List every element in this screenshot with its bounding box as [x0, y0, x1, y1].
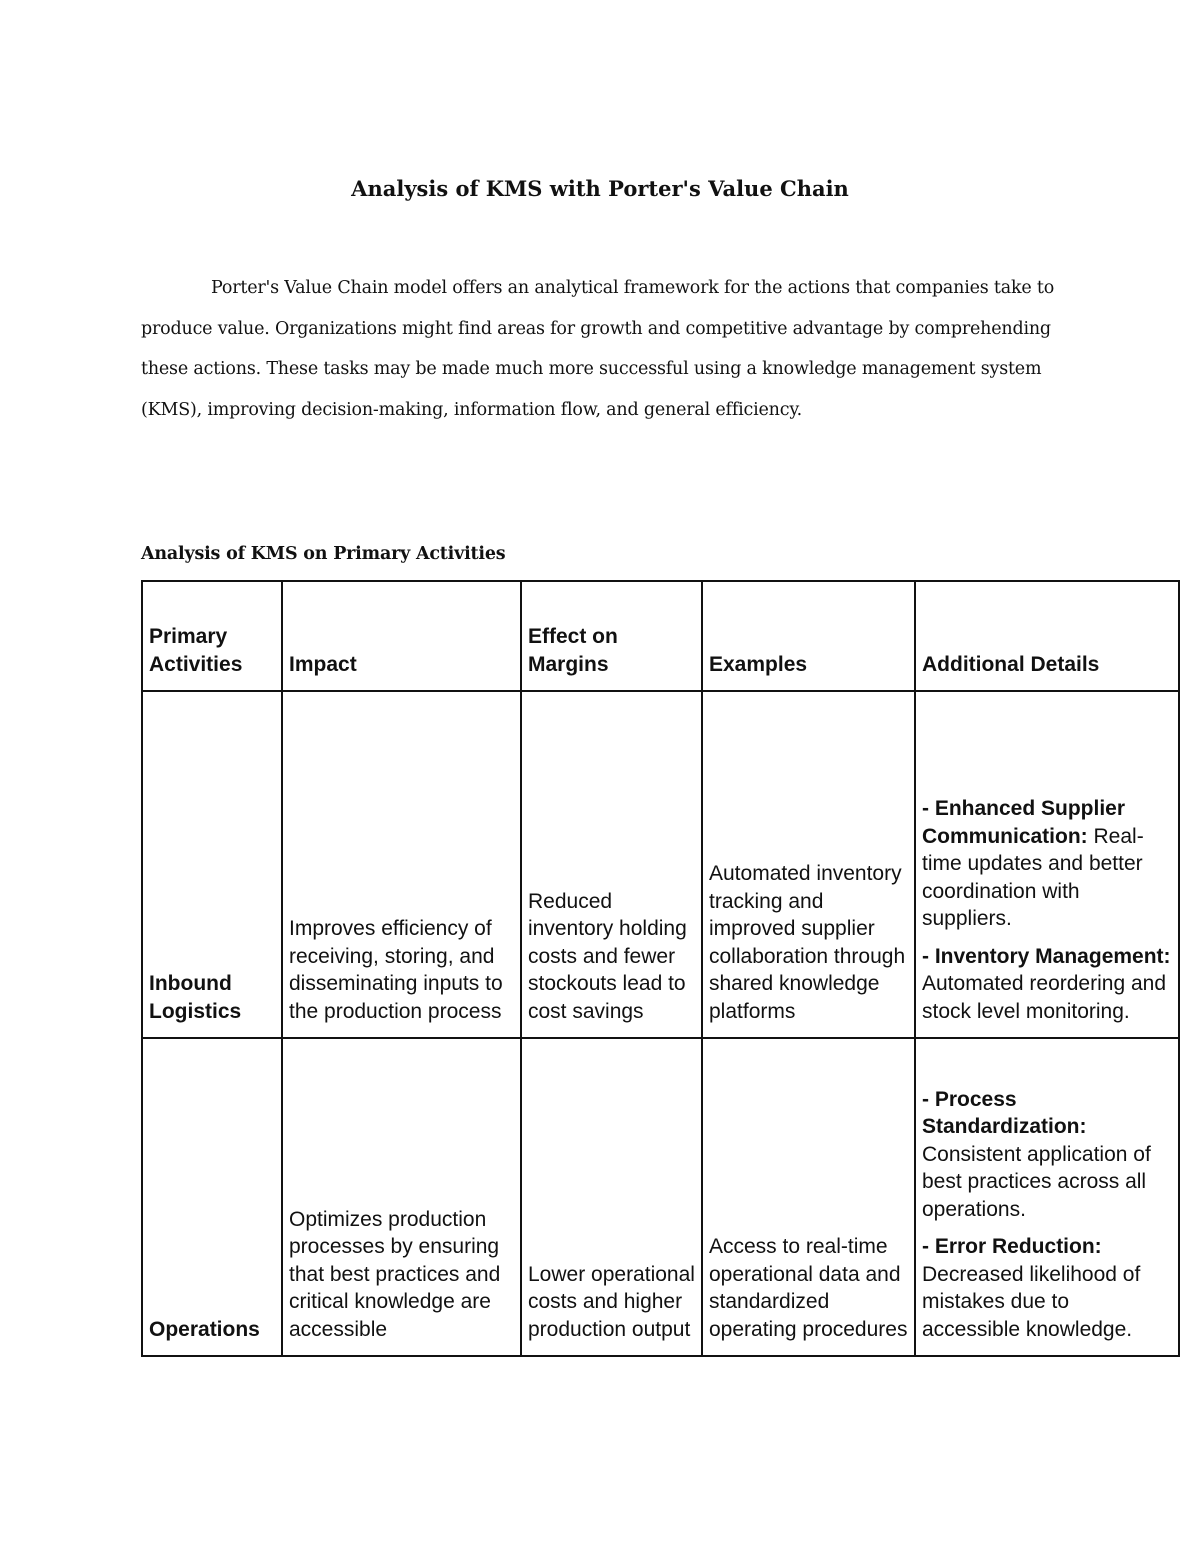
detail-text: Automated reordering and stock level monitoring. [922, 972, 1166, 1023]
examples-cell: Access to real-time operational data and standardized operating procedures [702, 1038, 915, 1356]
details-cell [915, 1038, 1179, 1356]
impact-cell: Improves efficiency of receiving, storing, and disseminating inputs to the production process [282, 691, 521, 1038]
margins-cell: Reduced inventory holding costs and fewer stockouts lead to cost savings [521, 691, 702, 1038]
details-cell [915, 691, 1179, 1038]
header-examples: Examples [702, 581, 915, 691]
detail-heading: - Inventory Management: [922, 944, 1171, 968]
detail-text: Decreased likelihood of mistakes due to accessible knowledge. [922, 1262, 1141, 1341]
detail-heading: - Enhanced Supplier Communication: [922, 797, 1126, 848]
detail-item [922, 795, 1172, 933]
detail-text: Consistent application of best practices across all operations. [922, 1142, 1151, 1221]
header-primary-activities: Primary Activities [142, 581, 282, 691]
table-row [142, 691, 1179, 1038]
detail-text: Real-time updates and better coordination with suppliers. [922, 824, 1144, 930]
detail-heading: - Process Standardization: [922, 1087, 1087, 1138]
detail-item [922, 943, 1172, 1026]
primary-activities-table [141, 580, 1180, 1357]
intro-paragraph [141, 268, 1061, 430]
header-additional-details: Additional Details [915, 581, 1179, 691]
section-heading: Analysis of KMS on Primary Activities [141, 544, 506, 564]
header-effect-on-margins: Effect on Margins [521, 581, 702, 691]
impact-cell: Optimizes production processes by ensuring that best practices and critical knowledge are accessible [282, 1038, 521, 1356]
table-row [142, 1038, 1179, 1356]
document-title: Analysis of KMS with Porter's Value Chain [351, 176, 849, 201]
examples-cell: Automated inventory tracking and improved supplier collaboration through shared knowledge platforms [702, 691, 915, 1038]
detail-heading: - Error Reduction: [922, 1235, 1102, 1258]
intro-text: Porter's Value Chain model offers an analytical framework for the actions that companies take to produce value. Organizations might find areas for growth and competitive advantage by comprehending these actions. These tasks may be made much more successful using a knowledge management system (KMS), improving decision-making, information flow, and general efficiency. [141, 278, 1055, 420]
activity-cell: Operations [142, 1038, 282, 1356]
header-impact: Impact [282, 581, 521, 691]
margins-cell: Lower operational costs and higher production output [521, 1038, 702, 1356]
detail-item [922, 1233, 1172, 1343]
table-header-row [142, 581, 1179, 691]
activity-cell: Inbound Logistics [142, 691, 282, 1038]
detail-item [922, 1086, 1172, 1224]
